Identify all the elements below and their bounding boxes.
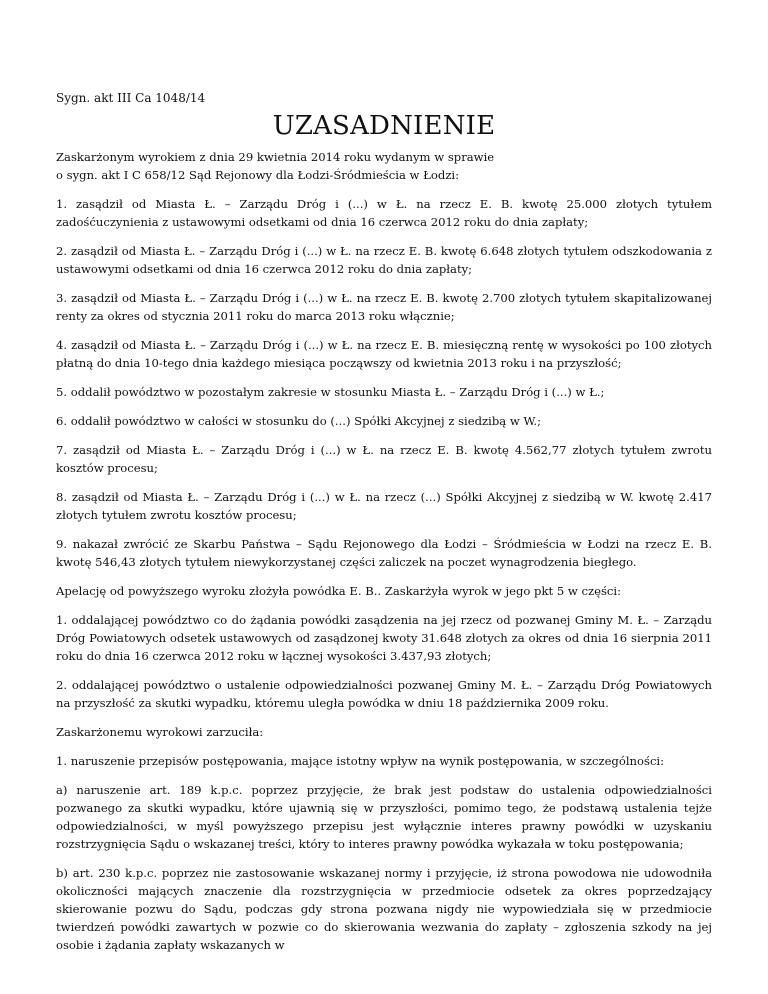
intro-paragraph (56, 148, 712, 184)
paragraph-point-5: 5. oddalił powództwo w pozostałym zakresie w stosunku Miasta Ł. – Zarządu Dróg i (...) w Ł.; (56, 385, 605, 399)
paragraph-point-7: 7. zasądził od Miasta Ł. – Zarządu Dróg i (...) w Ł. na rzecz E. B. kwotę 4.562,77 złotych tytułem zwrotu kosztów procesu; (56, 443, 712, 475)
paragraph-point-2: 2. zasądził od Miasta Ł. – Zarządu Dróg i (...) w Ł. na rzecz E. B. kwotę 6.648 złotych tytułem odszkodowania z ustawowymi odsetkami od dnia 16 czerwca 2012 roku do dnia zapłaty; (56, 244, 712, 276)
intro-line: Zaskarżonym wyrokiem z dnia 29 kwietnia 2014 roku wydanym w sprawie (56, 150, 495, 164)
paragraph-objection-1: 1. naruszenie przepisów postępowania, mające istotny wpływ na wynik postępowania, w szczególności: (56, 754, 665, 768)
paragraph-objections-intro: Zaskarżonemu wyrokowi zarzuciła: (56, 725, 264, 739)
case-signature: Sygn. akt III Ca 1048/14 (56, 91, 206, 105)
paragraph-objection-b: b) art. 230 k.p.c. poprzez nie zastosowanie wskazanej normy i przyjęcie, iż strona powodowa nie udowodniła okoliczności mających znaczenie dla rozstrzygnięcia w przedmiocie odsetek za okres poprzedzający skierowanie pozwu do Sądu, podczas gdy strona pozwana nigdy nie wypowiedziała się w przedmiocie twierdzeń powódki zawartych w pozwie co do skierowania wezwania do zapłaty – zgłoszenia szkody na jej osobie i żądania zapłaty wskazanych w (56, 866, 712, 952)
paragraph-appeal-point-2: 2. oddalającej powództwo o ustalenie odpowiedzialności pozwanej Gminy M. Ł. – Zarządu Dróg Powiatowych na przyszłość za skutki wypadku, któremu uległa powódka w dniu 18 października 2009 roku. (56, 678, 712, 710)
paragraph-objection-a: a) naruszenie art. 189 k.p.c. poprzez przyjęcie, że brak jest podstaw do ustalenia odpowiedzialności pozwanego za skutki wypadku, które ujawnią się w przyszłości, pomimo tego, że podstawą ustalenia tejże odpowiedzialności, w myśl powyższego przepisu jest wyłącznie interes prawny powódki w uzyskaniu rozstrzygnięcia Sądu o wskazanej treści, który to interes prawny powódka wykazała w toku postępowania; (56, 783, 712, 851)
paragraph-appeal-intro: Apelację od powyższego wyroku złożyła powódka E. B.. Zaskarżyła wyrok w jego pkt 5 w części: (56, 584, 622, 598)
paragraph-point-4: 4. zasądził od Miasta Ł. – Zarządu Dróg i (...) w Ł. na rzecz E. B. miesięczną rentę w wysokości po 100 złotych płatną do dnia 10-tego dnia każdego miesiąca począwszy od kwietnia 2013 roku i na przyszłość; (56, 338, 712, 370)
paragraph-point-1: 1. zasądził od Miasta Ł. – Zarządu Dróg i (...) w Ł. na rzecz E. B. kwotę 25.000 złotych tytułem zadośćuczynienia z ustawowymi odsetkami od dnia 16 czerwca 2012 roku do dnia zapłaty; (56, 197, 712, 229)
intro-line: o sygn. akt I C 658/12 Sąd Rejonowy dla Łodzi-Śródmieścia w Łodzi: (56, 168, 460, 182)
document-title: UZASADNIENIE (272, 111, 496, 141)
paragraph-point-3: 3. zasądził od Miasta Ł. – Zarządu Dróg i (...) w Ł. na rzecz E. B. kwotę 2.700 złotych tytułem skapitalizowanej renty za okres od stycznia 2011 roku do marca 2013 roku włącznie; (56, 291, 712, 323)
paragraph-point-6: 6. oddalił powództwo w całości w stosunku do (...) Spółki Akcyjnej z siedzibą w W.; (56, 414, 541, 428)
paragraph-point-9: 9. nakazał zwrócić ze Skarbu Państwa – Sądu Rejonowego dla Łodzi – Śródmieścia w Łodzi na rzecz E. B. kwotę 546,43 złotych tytułem niewykorzystanej części zaliczek na poczet wynagrodzenia biegłego. (56, 537, 712, 569)
paragraph-point-8: 8. zasądził od Miasta Ł. – Zarządu Dróg i (...) w Ł. na rzecz (...) Spółki Akcyjnej z siedzibą w W. kwotę 2.417 złotych tytułem zwrotu kosztów procesu; (56, 490, 712, 522)
document-page (56, 90, 712, 965)
paragraph-appeal-point-1: 1. oddalającej powództwo co do żądania powódki zasądzenia na jej rzecz od pozwanej Gminy M. Ł. – Zarządu Dróg Powiatowych odsetek ustawowych od zasądzonej kwoty 31.648 złotych za okres od dnia 16 sierpnia 2011 roku do dnia 16 czerwca 2012 roku w łącznej wysokości 3.437,93 złotych; (56, 613, 712, 663)
